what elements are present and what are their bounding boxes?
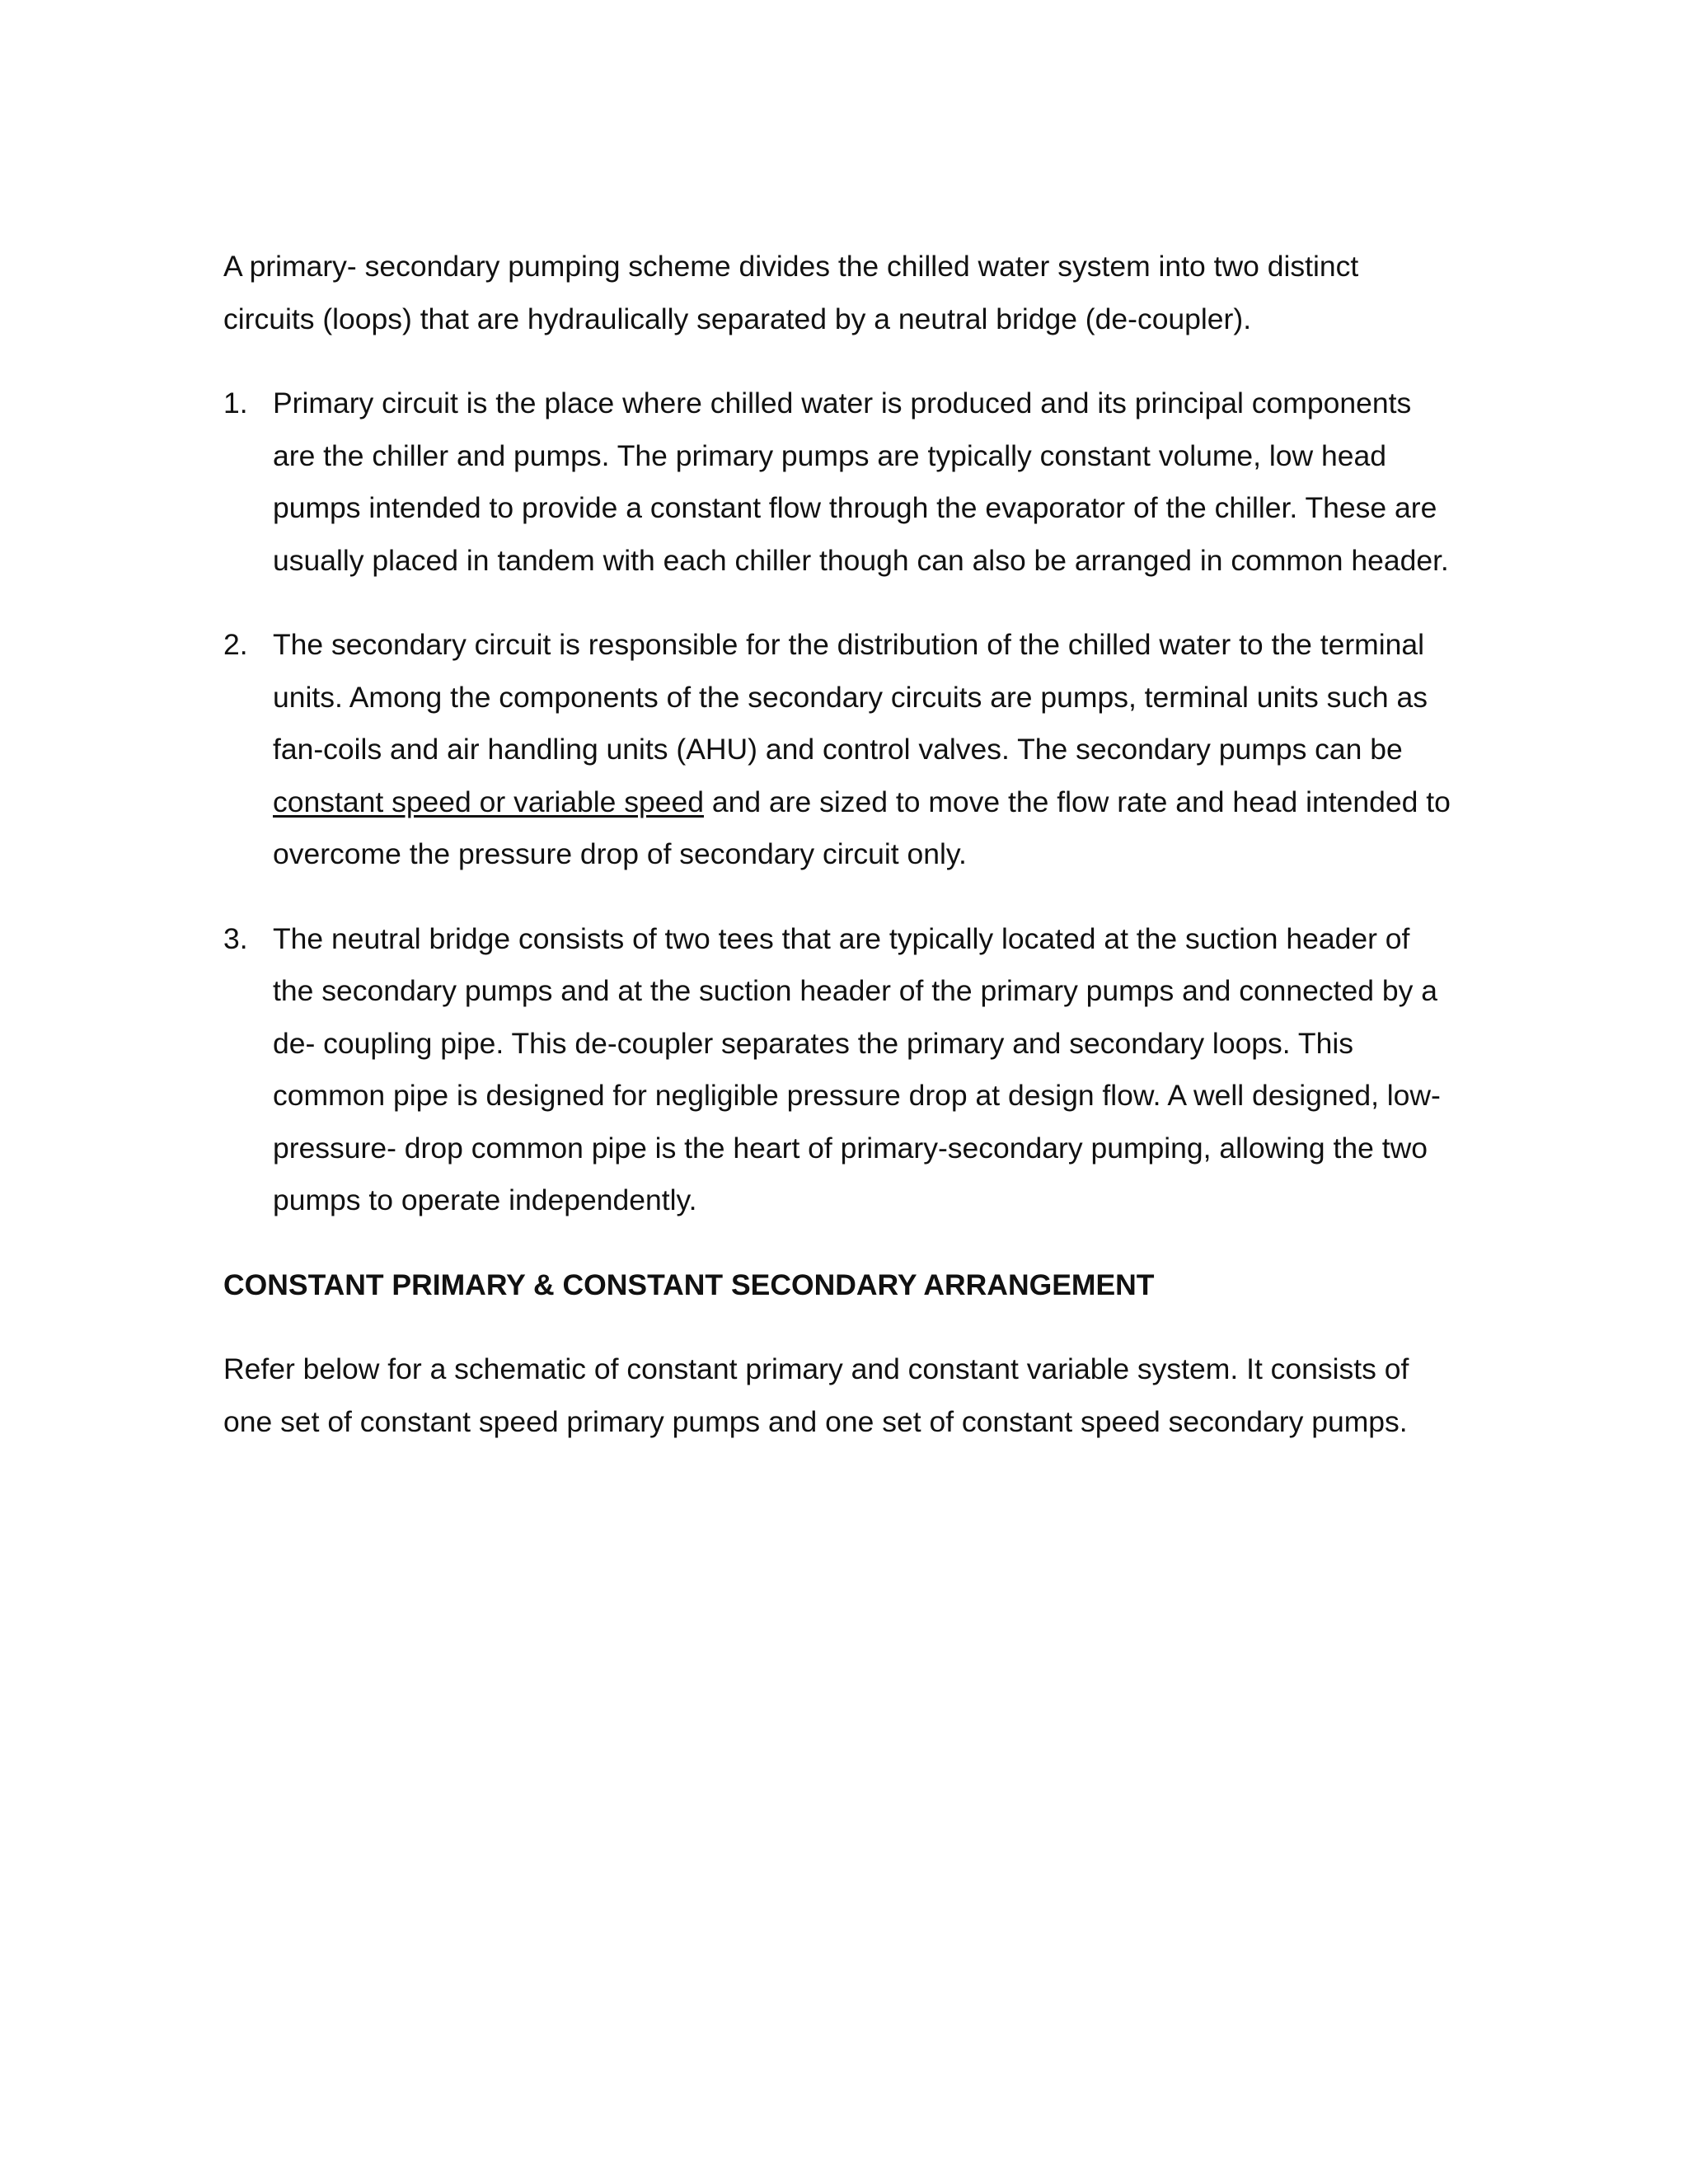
closing-paragraph: Refer below for a schematic of constant primary and constant variable system. It consists of one set of constant speed primary pumps and one set of constant speed secondary pumps.	[223, 1352, 1409, 1438]
list-item-text: The neutral bridge consists of two tees that are typically located at the suction header of the secondary pumps and at the suction header of the primary pumps and connected by a de- coupling pipe. This de-coupler separates the primary and secondary loops. This common pipe is designed for negligible pressure drop at design flow. A well designed, low-pressure- drop common pipe is the heart of primary-secondary pumping, allowing the two pumps to operate independently.	[273, 921, 1441, 1216]
paragraph-spacer	[223, 345, 1451, 377]
list-item-1	[223, 377, 1451, 587]
list-item-2	[223, 619, 1451, 881]
list-number: 2.	[223, 628, 248, 661]
underlined-phrase: constant speed or variable speed	[273, 785, 704, 818]
section-heading: CONSTANT PRIMARY & CONSTANT SECONDARY ARRANGEMENT	[223, 1268, 1155, 1301]
list-item-text: Primary circuit is the place where chilled water is produced and its principal components are the chiller and pumps. The primary pumps are typically constant volume, low head pumps intended to provide a constant flow through the evaporator of the chiller. These are usually placed in tandem with each chiller though can also be arranged in common header.	[273, 387, 1449, 577]
document-body	[223, 241, 1451, 1448]
paragraph-spacer	[223, 881, 1451, 913]
paragraph-spacer	[223, 1311, 1451, 1343]
list-item-text-end: and are sized to move the flow rate and head intended to overcome the pressure drop of secondary circuit only.	[273, 785, 1451, 870]
intro-paragraph: A primary- secondary pumping scheme divides the chilled water system into two distinct circuits (loops) that are hydraulically separated by a neutral bridge (de-coupler).	[223, 250, 1359, 335]
list-number: 3.	[223, 921, 248, 955]
paragraph-spacer	[223, 1227, 1451, 1259]
list-number: 1.	[223, 387, 248, 419]
list-item-3	[223, 913, 1451, 1227]
list-item-text-start: The secondary circuit is responsible for the distribution of the chilled water to the terminal units. Among the components of the secondary circuits are pumps, terminal units such as fan-coils and air handling units (AHU) and control valves. The secondary pumps can be	[273, 628, 1428, 766]
paragraph-spacer	[223, 587, 1451, 619]
